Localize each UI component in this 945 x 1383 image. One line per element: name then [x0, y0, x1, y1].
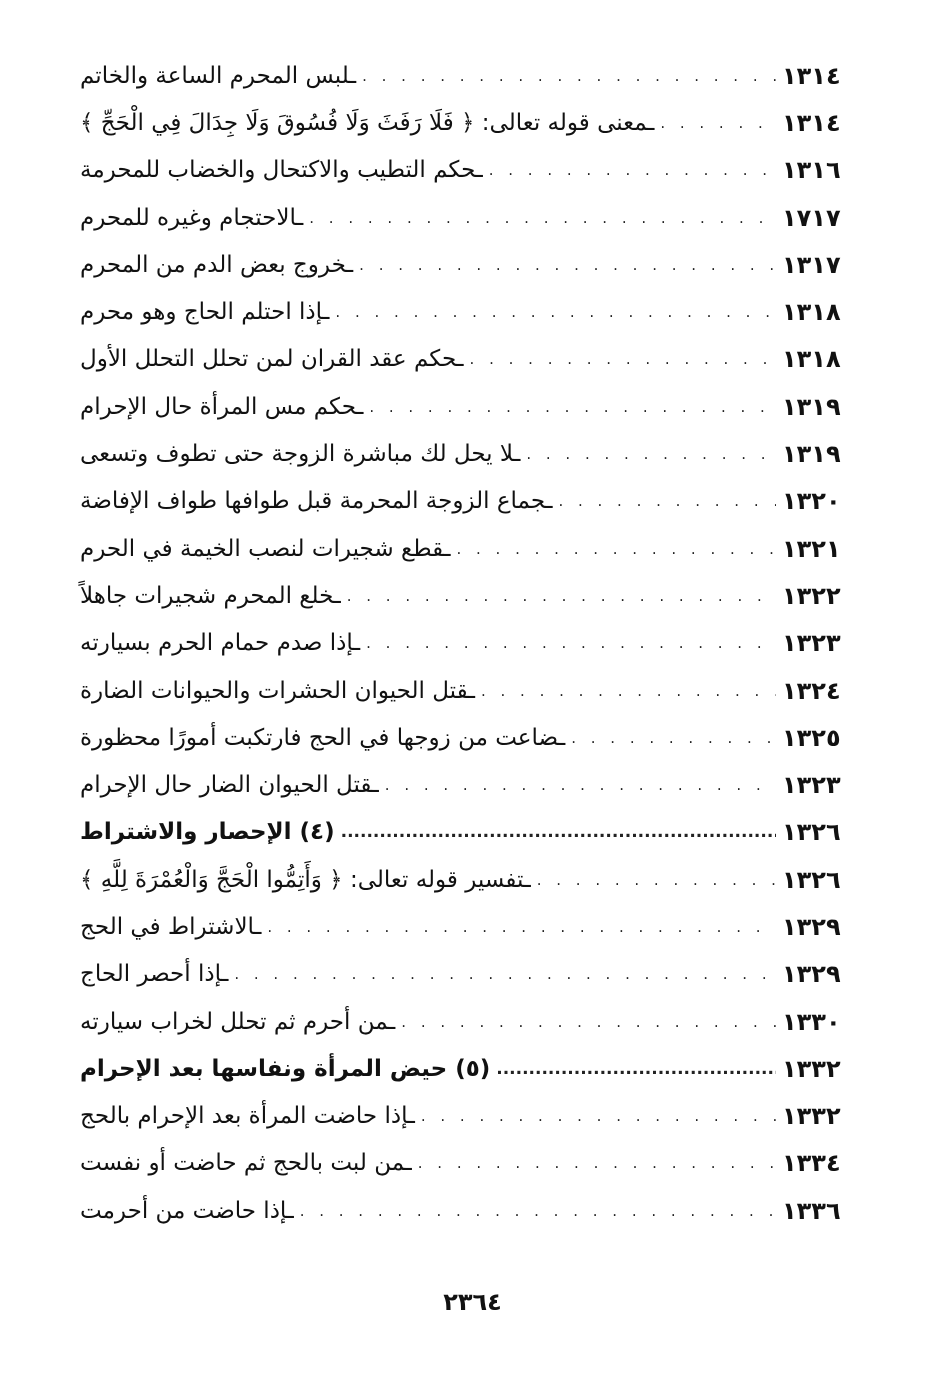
entry-title: ـ إذا حاضت المرأة بعد الإحرام بالحج [74, 1103, 415, 1129]
dot-leader [341, 822, 776, 842]
entry-title: ـ لبس المحرم الساعة والخاتم [74, 63, 356, 89]
toc-entry [74, 147, 848, 194]
toc-entry [74, 620, 848, 667]
dot-leader [401, 1013, 776, 1031]
entry-page-number: ١٣١٨ [782, 345, 841, 374]
toc-entry [74, 52, 848, 99]
entry-title: ـ معنى قوله تعالى: ﴿ فَلَا رَفَثَ وَلَا فُسُوقَ وَلَا جِدَالَ فِي الْحَجِّ ﴾ [74, 110, 654, 136]
entry-page-number: ١٣١٤ [782, 61, 841, 90]
dot-leader [300, 1202, 776, 1220]
entry-title: ـ قتل الحيوان الحشرات والحيوانات الضارة [74, 678, 475, 704]
dot-leader [456, 540, 776, 558]
dot-leader [362, 67, 776, 85]
dot-leader [481, 682, 776, 700]
toc-entry [74, 383, 848, 430]
dot-leader [660, 114, 776, 132]
entry-page-number: ١٣٣٠ [782, 1007, 841, 1036]
toc-entry [74, 998, 848, 1045]
section-title: (٤) الإحصار والاشتراط [80, 819, 335, 846]
entry-page-number: ١٣٢٢ [782, 581, 841, 610]
toc-entry [74, 288, 848, 335]
dot-leader [489, 161, 776, 179]
dot-leader [335, 303, 776, 321]
entry-page-number: ١٣١٧ [782, 250, 841, 279]
entry-title: ـ إذا حاضت من أحرمت [74, 1198, 294, 1224]
dot-leader [418, 1154, 776, 1172]
dot-leader [571, 729, 776, 747]
section-page-number: ١٣٢٦ [782, 818, 841, 847]
table-of-contents [74, 52, 848, 1234]
toc-entry [74, 951, 848, 998]
entry-page-number: ١٣٣٦ [782, 1196, 841, 1225]
toc-entry [74, 336, 848, 383]
dot-leader [309, 209, 776, 227]
entry-title: ـ حكم التطيب والاكتحال والخضاب للمحرمة [74, 157, 483, 183]
entry-title: ـ إذا احتلم الحاج وهو محرم [74, 299, 329, 325]
dot-leader [537, 871, 776, 889]
entry-page-number: ١٣٢١ [782, 534, 841, 563]
toc-entry [74, 525, 848, 572]
toc-entry [74, 241, 848, 288]
dot-leader [359, 256, 776, 274]
entry-title: ـ تفسير قوله تعالى: ﴿ وَأَتِمُّوا الْحَجَّ وَالْعُمْرَةَ لِلَّهِ ﴾ [74, 867, 531, 893]
entry-page-number: ١٣١٤ [782, 108, 841, 137]
dot-leader [366, 634, 776, 652]
entry-page-number: ١٣١٨ [782, 298, 841, 327]
dot-leader [470, 350, 776, 368]
entry-page-number: ١٣٢٦ [782, 865, 841, 894]
page-number-footer: ٢٣٦٤ [443, 1288, 502, 1316]
entry-page-number: ١٣٢٠ [782, 487, 841, 516]
entry-title: ـ من أحرم ثم تحلل لخراب سيارته [74, 1009, 395, 1035]
entry-page-number: ١٣٢٥ [782, 723, 841, 752]
entry-page-number: ١٣٢٤ [782, 676, 841, 705]
toc-entry [74, 194, 848, 241]
toc-entry [74, 99, 848, 146]
entry-page-number: ١٣٢٩ [782, 912, 841, 941]
dot-leader [496, 1059, 776, 1079]
entry-title: ـ خروج بعض الدم من المحرم [74, 252, 353, 278]
toc-entry [74, 667, 848, 714]
section-page-number: ١٣٣٢ [782, 1054, 841, 1083]
entry-title: ـ الاحتجام وغيره للمحرم [74, 205, 303, 231]
entry-page-number: ١٣١٩ [782, 440, 841, 469]
entry-title: ـ إذا أحصر الحاج [74, 961, 228, 987]
dot-leader [234, 965, 776, 983]
toc-entry [74, 856, 848, 903]
entry-page-number: ١٣٢٣ [782, 629, 841, 658]
dot-leader [421, 1107, 776, 1125]
entry-page-number: ١٣٢٣ [782, 771, 841, 800]
toc-section-heading [74, 809, 848, 856]
entry-page-number: ١٣١٩ [782, 392, 841, 421]
dot-leader [385, 776, 776, 794]
entry-title: ـ قطع شجيرات لنصب الخيمة في الحرم [74, 536, 450, 562]
toc-entry [74, 1093, 848, 1140]
dot-leader [558, 492, 776, 510]
dot-leader [369, 398, 776, 416]
entry-title: ـ حكم مس المرأة حال الإحرام [74, 394, 363, 420]
entry-title: ـ حكم عقد القران لمن تحلل التحلل الأول [74, 346, 464, 372]
entry-page-number: ١٧١٧ [782, 203, 841, 232]
toc-entry [74, 761, 848, 808]
entry-title: ـ لا يحل لك مباشرة الزوجة حتى تطوف وتسعى [74, 441, 520, 467]
dot-leader [526, 445, 776, 463]
section-title: (٥) حيض المرأة ونفاسها بعد الإحرام [80, 1055, 491, 1082]
toc-entry [74, 430, 848, 477]
toc-entry [74, 572, 848, 619]
entry-title: ـ الاشتراط في الحج [74, 914, 261, 940]
dot-leader [267, 918, 776, 936]
entry-title: ـ خلع المحرم شجيرات جاهلاً [74, 583, 341, 609]
entry-page-number: ١٣١٦ [782, 156, 841, 185]
entry-title: ـ من لبت بالحج ثم حاضت أو نفست [74, 1150, 412, 1176]
toc-entry [74, 1187, 848, 1234]
entry-title: ـ قتل الحيوان الضار حال الإحرام [74, 772, 379, 798]
toc-section-heading [74, 1045, 848, 1092]
toc-entry [74, 714, 848, 761]
entry-title: ـ جماع الزوجة المحرمة قبل طوافها طواف الإفاضة [74, 488, 552, 514]
entry-page-number: ١٣٣٤ [782, 1149, 841, 1178]
toc-entry [74, 1140, 848, 1187]
dot-leader [347, 587, 776, 605]
entry-title: ـ إذا صدم حمام الحرم بسيارته [74, 630, 360, 656]
entry-page-number: ١٣٢٩ [782, 960, 841, 989]
toc-entry [74, 478, 848, 525]
toc-entry [74, 903, 848, 950]
entry-title: ـ ضاعت من زوجها في الحج فارتكبت أمورًا محظورة [74, 725, 565, 751]
entry-page-number: ١٣٣٢ [782, 1102, 841, 1131]
